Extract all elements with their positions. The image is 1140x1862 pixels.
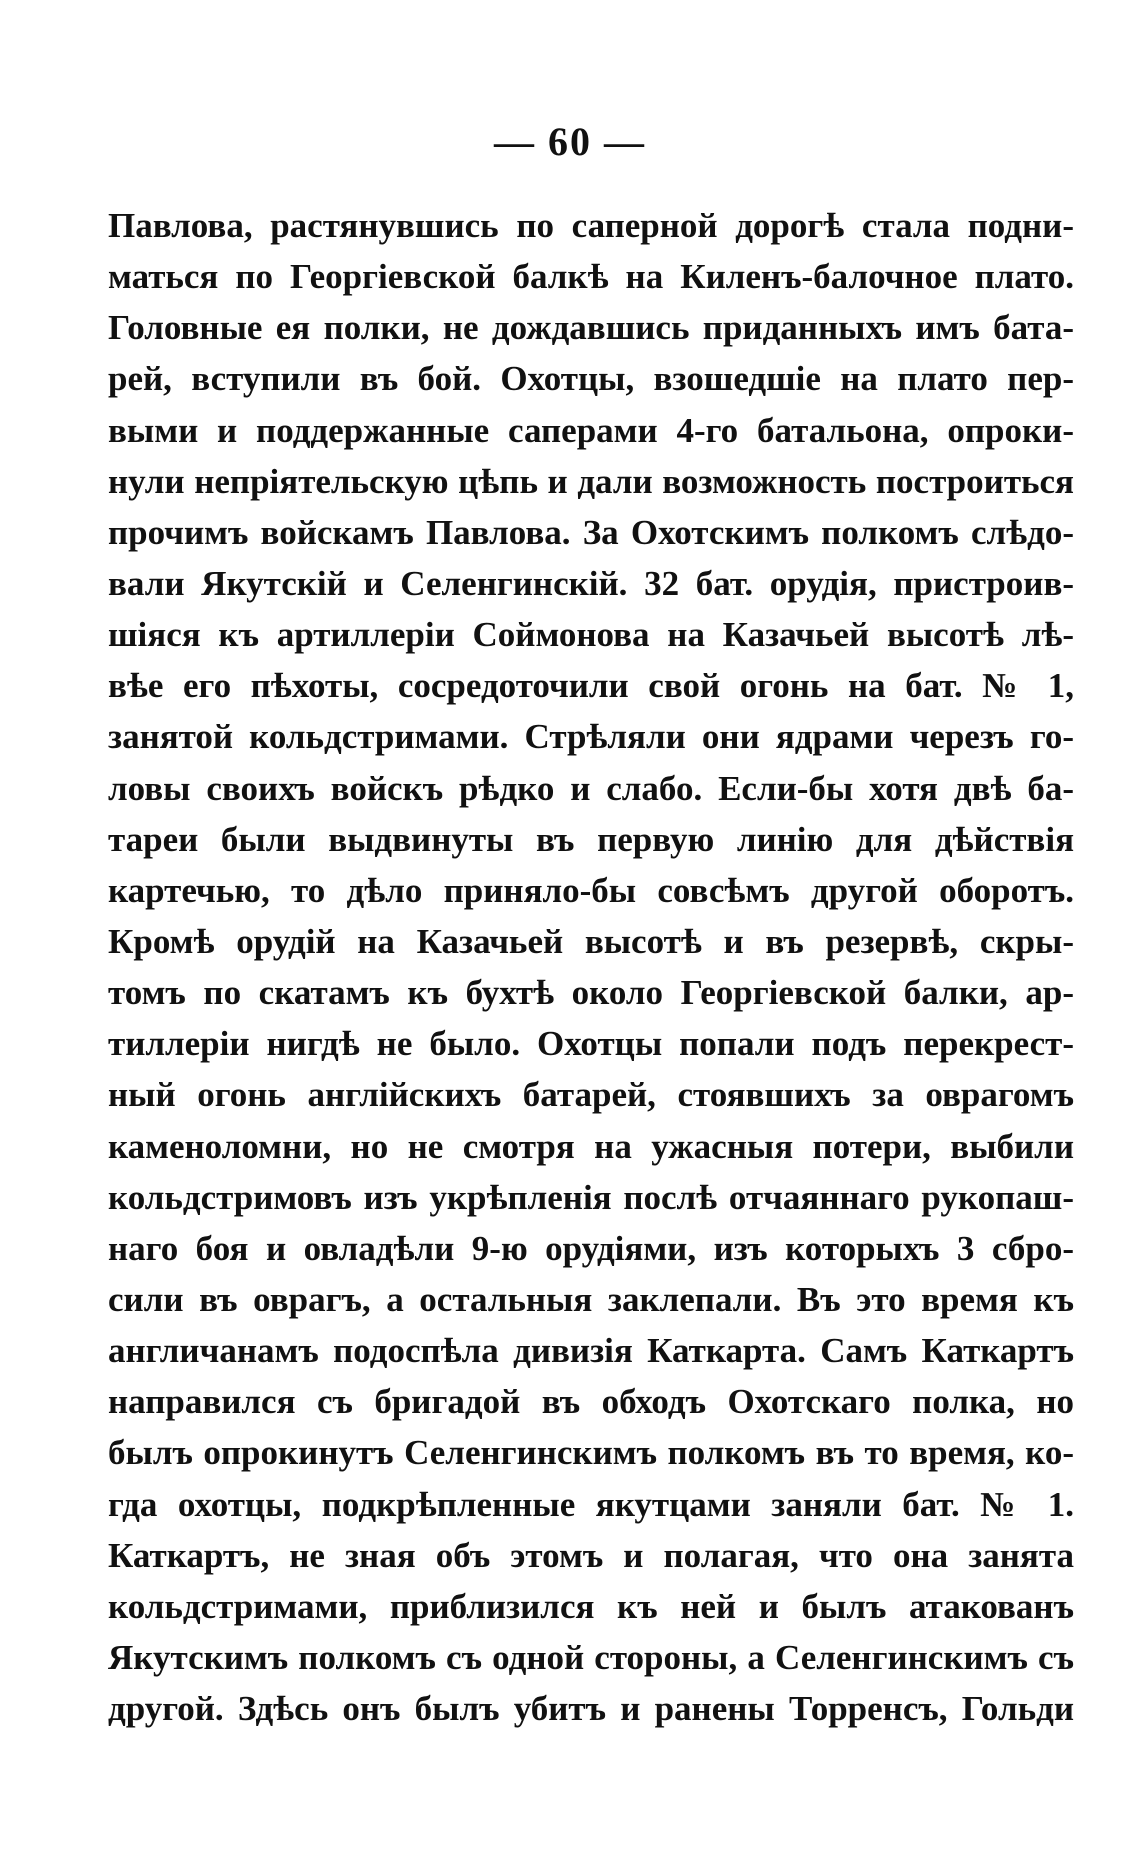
text-line: картечью, то дѣло приняло-бы совсѣмъ другой оборотъ.	[108, 870, 1074, 910]
text-line: занятой кольдстримами. Стрѣляли они ядрами черезъ го-	[108, 717, 1074, 757]
text-line: тиллеріи нигдѣ не было. Охотцы попали подъ перекрест-	[108, 1024, 1074, 1064]
text-line: рей, вступили въ бой. Охотцы, взошедшіе на плато пер-	[108, 359, 1074, 399]
text-line: ловы своихъ войскъ рѣдко и слабо. Если-бы хотя двѣ ба-	[108, 768, 1074, 808]
text-line: наго боя и овладѣли 9-ю орудіями, изъ которыхъ 3 сбро-	[108, 1228, 1074, 1268]
text-line: нули непріятельскую цѣпь и дали возможность построиться	[108, 461, 1074, 501]
text-line: кольдстримами, приблизился къ ней и былъ атакованъ	[108, 1586, 1074, 1626]
text-line: ный огонь англійскихъ батарей, стоявшихъ за оврагомъ	[108, 1075, 1074, 1115]
text-line: сили въ оврагъ, а остальныя заклепали. Въ это время къ	[108, 1279, 1074, 1319]
text-line: кольдстримовъ изъ укрѣпленія послѣ отчаяннаго рукопаш-	[108, 1177, 1074, 1217]
page-number: — 60 —	[494, 119, 646, 164]
text-line: Якутскимъ полкомъ съ одной стороны, а Селенгинскимъ съ	[108, 1637, 1074, 1677]
text-line: выми и поддержанные саперами 4-го батальона, опроки-	[108, 410, 1074, 450]
text-line: томъ по скатамъ къ бухтѣ около Георгіевской балки, ар-	[108, 973, 1074, 1013]
text-line: вали Якутскій и Селенгинскій. 32 бат. орудія, пристроив-	[108, 563, 1074, 603]
text-line: былъ опрокинутъ Селенгинскимъ полкомъ въ то время, ко-	[108, 1433, 1074, 1473]
text-line: маться по Георгіевской балкѣ на Киленъ-балочное плато.	[108, 257, 1074, 297]
text-line: гда охотцы, подкрѣпленные якутцами заняли бат. № 1.	[108, 1484, 1074, 1524]
text-line: каменоломни, но не смотря на ужасныя потери, выбили	[108, 1126, 1074, 1166]
body-text	[108, 200, 1074, 1734]
text-line: вѣе его пѣхоты, сосредоточили свой огонь на бат. № 1,	[108, 666, 1074, 706]
text-line: прочимъ войскамъ Павлова. За Охотскимъ полкомъ слѣдо-	[108, 512, 1074, 552]
text-line: Павлова, растянувшись по саперной дорогѣ стала подни-	[108, 206, 1074, 245]
text-line: Головные ея полки, не дождавшись приданныхъ имъ бата-	[108, 308, 1074, 348]
text-line: тареи были выдвинуты въ первую линію для дѣйствія	[108, 819, 1074, 859]
text-line: направился съ бригадой въ обходъ Охотскаго полка, но	[108, 1382, 1074, 1422]
text-line: шіяся къ артиллеріи Соймонова на Казачьей высотѣ лѣ-	[108, 615, 1074, 655]
text-line: Кромѣ орудій на Казачьей высотѣ и въ резервѣ, скры-	[108, 921, 1074, 961]
text-line: Каткартъ, не зная объ этомъ и полагая, что она занята	[108, 1535, 1074, 1575]
text-line: англичанамъ подоспѣла дивизія Каткарта. Самъ Каткартъ	[108, 1331, 1074, 1371]
text-line: другой. Здѣсь онъ былъ убитъ и ранены Торренсъ, Гольди	[108, 1689, 1074, 1729]
